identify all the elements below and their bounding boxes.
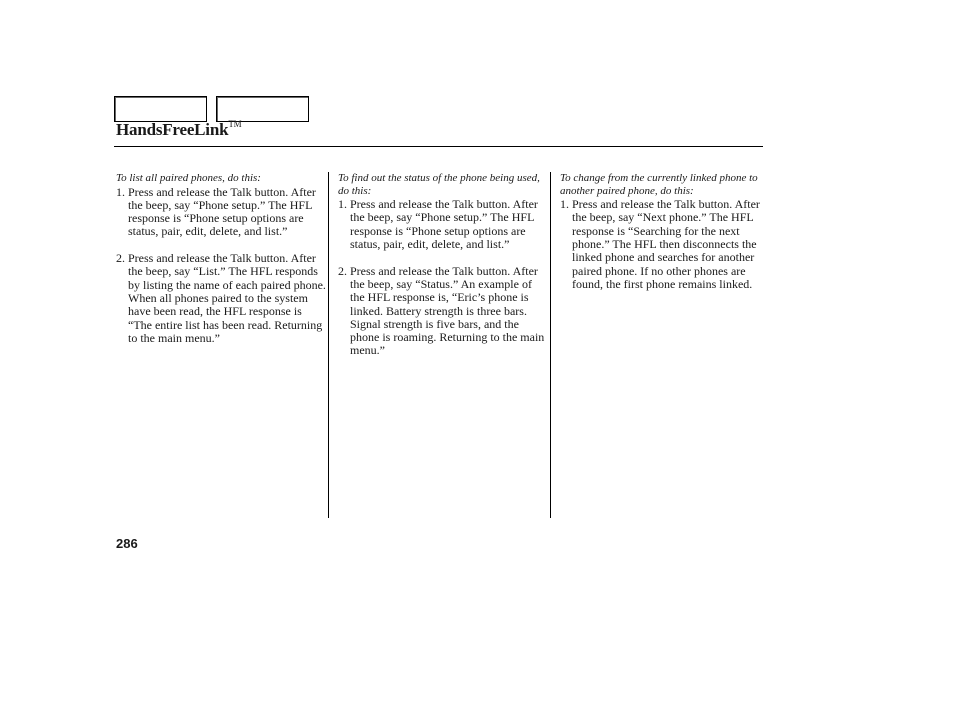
nav-tab-box-1[interactable] xyxy=(114,96,207,122)
step-text: Press and release the Talk button. After the beep, say “List.” The HFL responds by listing the name of each paired phone. When all phones paired to the system have been read, the HFL response is “The entire list has been read. Returning to the main menu.” xyxy=(128,251,326,345)
step-item xyxy=(116,186,326,239)
step-text: Press and release the Talk button. After the beep, say “Status.” An example of the HFL response is, “Eric’s phone is linked. Battery strength is three bars. Signal strength is five bars, and the phone is roaming. Returning to the main menu.” xyxy=(350,263,545,358)
column-divider xyxy=(328,172,329,518)
column-change-phone xyxy=(560,172,770,291)
column-intro: To find out the status of the phone being used, do this: xyxy=(338,172,540,197)
step-number: 2. xyxy=(116,251,125,266)
step-item xyxy=(116,252,326,345)
step-item xyxy=(338,198,548,251)
column-intro: To change from the currently linked phone to another paired phone, do this: xyxy=(560,172,758,197)
step-number: 1. xyxy=(560,197,569,212)
page-title xyxy=(116,120,241,140)
step-text: Press and release the Talk button. After the beep, say “Phone setup.” The HFL response is “Phone setup options are status, pair, edit, delete, and list.” xyxy=(128,184,316,239)
step-number: 1. xyxy=(116,184,125,199)
header-divider xyxy=(114,146,763,147)
column-intro: To list all paired phones, do this: xyxy=(116,172,261,184)
step-text: Press and release the Talk button. After the beep, say “Phone setup.” The HFL response is “Phone setup options are status, pair, edit, delete, and list.” xyxy=(350,197,538,252)
column-divider xyxy=(550,172,551,518)
step-number: 1. xyxy=(338,197,347,212)
step-item xyxy=(338,265,548,358)
trademark-mark: TM xyxy=(228,119,242,130)
page-number: 286 xyxy=(116,536,138,551)
step-text: Press and release the Talk button. After the beep, say “Next phone.” The HFL response is “Searching for the next phone.” The HFL then disconnects the linked phone and searches for another paired phone. If no other phones are found, the first phone remains linked. xyxy=(572,197,760,291)
step-number: 2. xyxy=(338,263,347,278)
column-phone-status xyxy=(338,172,548,358)
page-title-text: HandsFreeLink xyxy=(116,120,229,139)
step-item xyxy=(560,198,770,291)
column-list-paired-phones xyxy=(116,172,326,345)
